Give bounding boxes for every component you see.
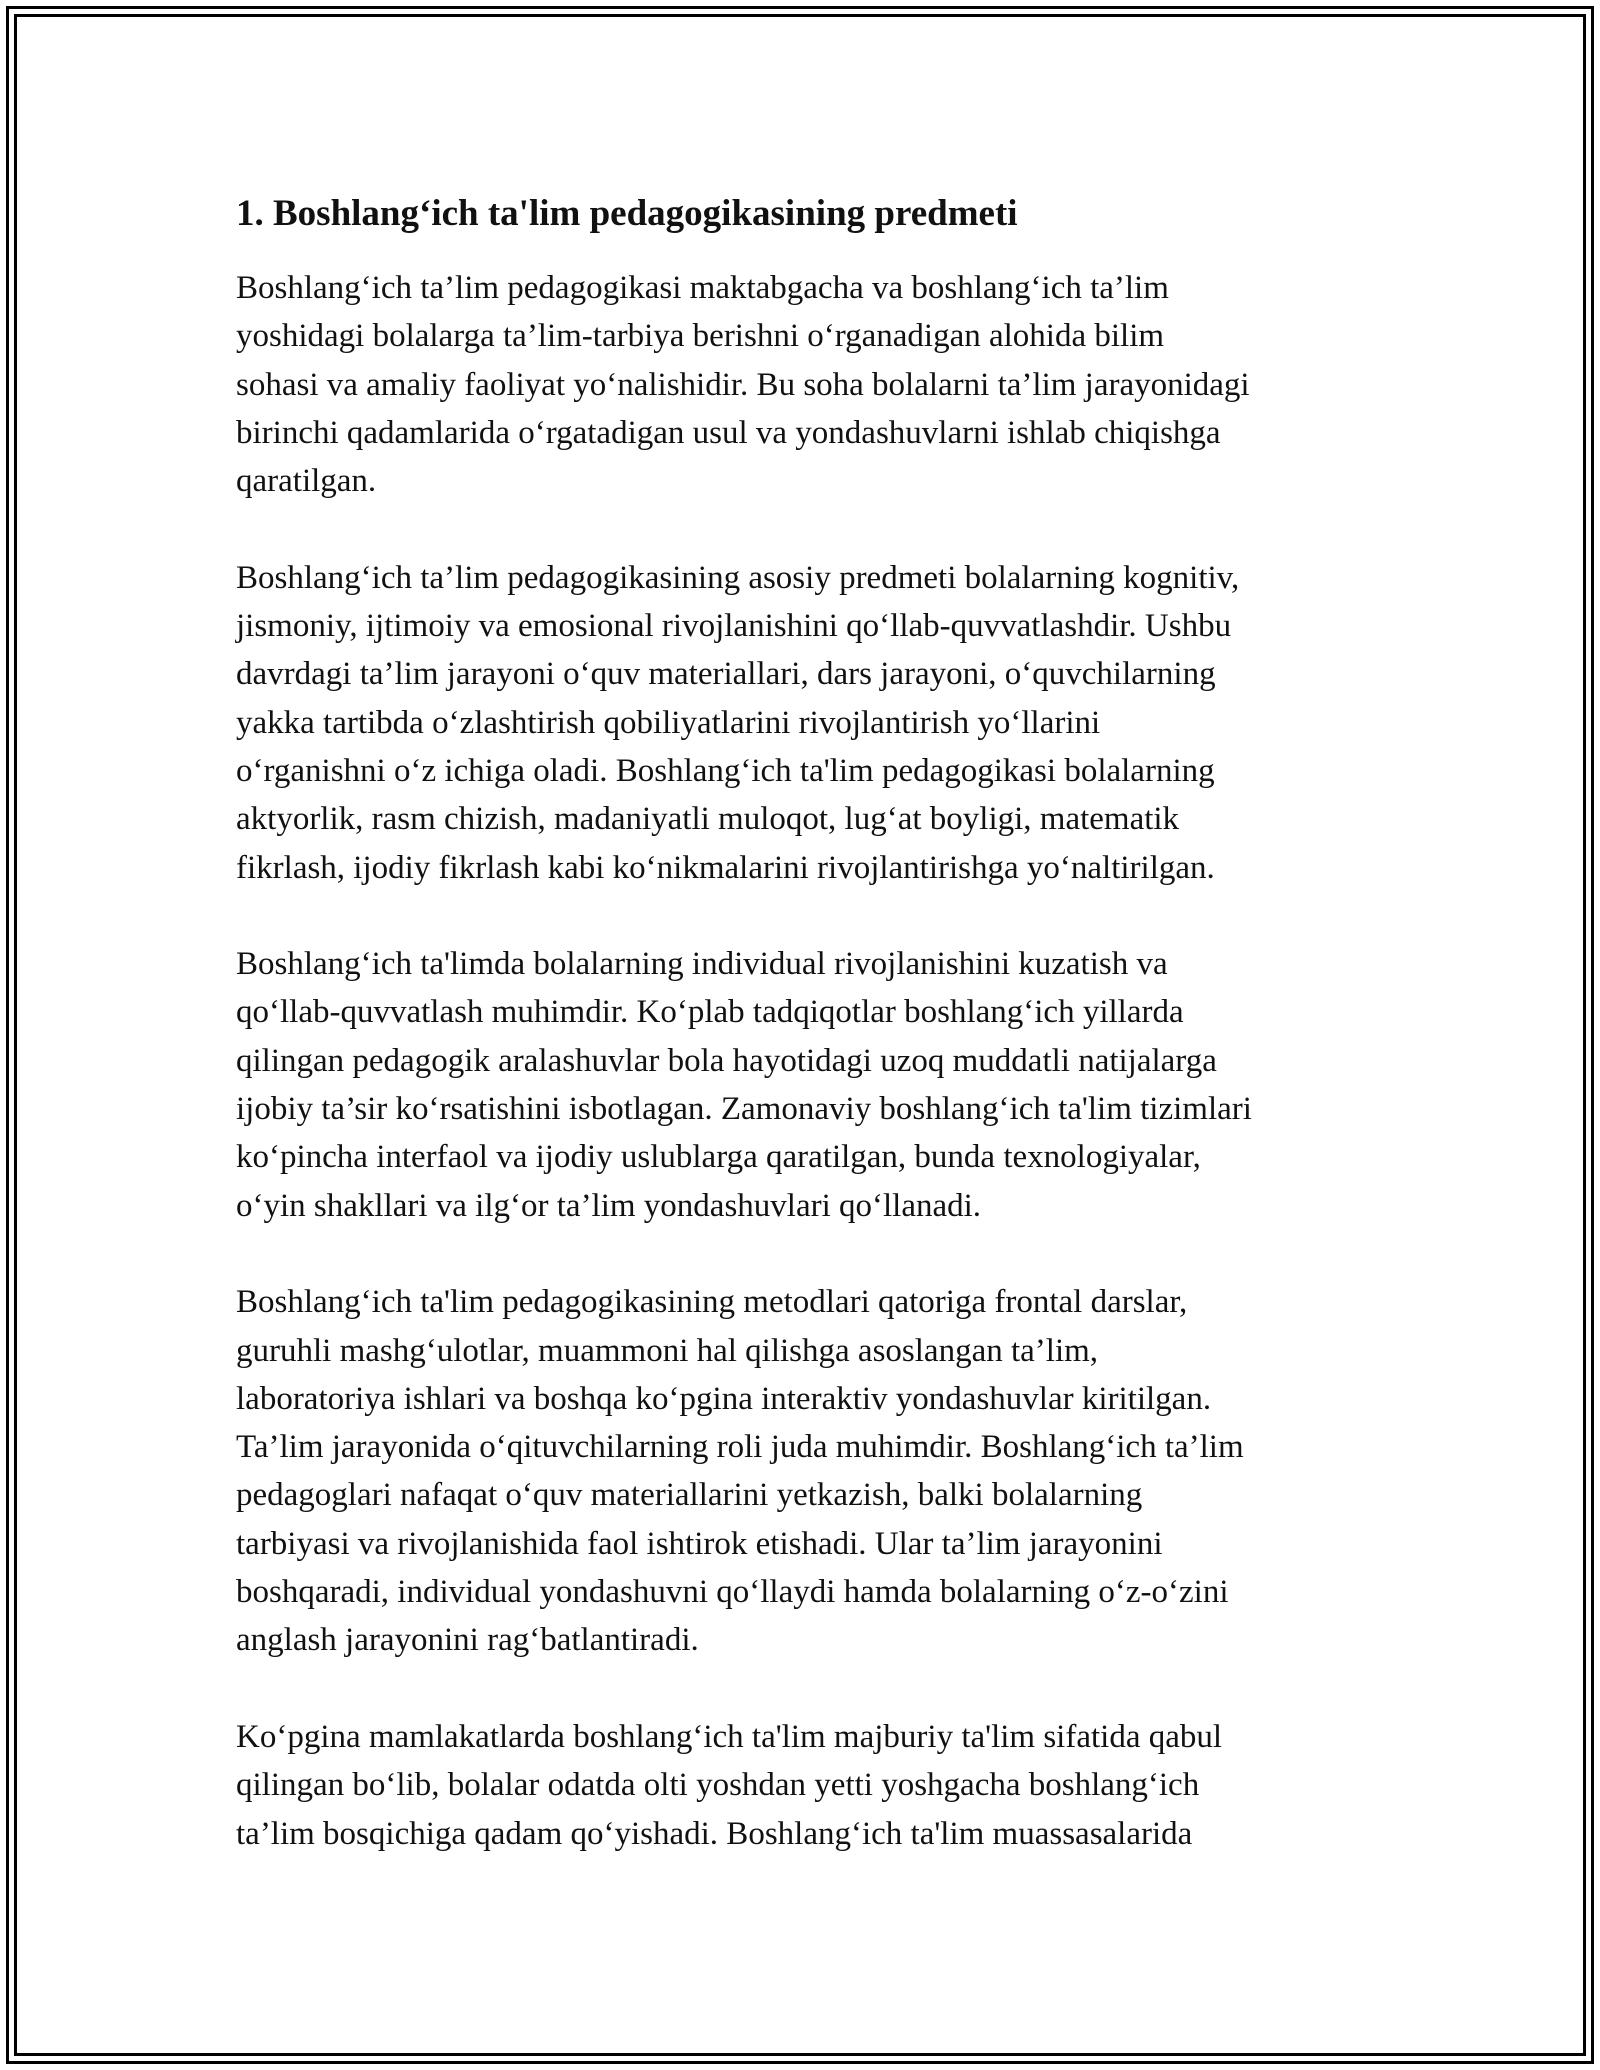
text-line: yoshidagi bolalarga ta’lim-tarbiya berishni o‘rganadigan alohida bilim — [236, 318, 1165, 355]
text-line: qo‘llab-quvvatlash muhimdir. Ko‘plab tadqiqotlar boshlang‘ich yillarda — [236, 994, 1184, 1031]
text-line: ko‘pincha interfaol va ijodiy uslublarga qaratilgan, bunda texnologiyalar, — [236, 1139, 1201, 1176]
text-line: o‘rganishni o‘z ichiga oladi. Boshlang‘ich ta'lim pedagogikasi bolalarning — [236, 752, 1215, 789]
text-line: jismoniy, ijtimoiy va emosional rivojlanishini qo‘llab-quvvatlashdir. Ushbu — [236, 608, 1232, 645]
text-line: Boshlang‘ich ta'lim pedagogikasining metodlari qatoriga frontal darslar, — [236, 1284, 1188, 1321]
text-line: ijobiy ta’sir ko‘rsatishini isbotlagan. Zamonaviy boshlang‘ich ta'lim tizimlari — [236, 1091, 1252, 1128]
text-line: Boshlang‘ich ta’lim pedagogikasining asosiy predmeti bolalarning kognitiv, — [236, 559, 1240, 596]
text-line: Boshlang‘ich ta'limda bolalarning individual rivojlanishini kuzatish va — [236, 946, 1168, 983]
paragraph-2 — [236, 554, 1386, 892]
text-line: qaratilgan. — [236, 463, 377, 500]
text-line: ta’lim bosqichiga qadam qo‘yishadi. Boshlang‘ich ta'lim muassasalarida — [236, 1815, 1193, 1852]
text-line: fikrlash, ijodiy fikrlash kabi ko‘nikmalarini rivojlantirishga yo‘naltirilgan. — [236, 849, 1215, 886]
text-line: aktyorlik, rasm chizish, madaniyatli muloqot, lug‘at boyligi, matematik — [236, 801, 1180, 838]
document-body — [236, 188, 1386, 1906]
text-line: yakka tartibda o‘zlashtirish qobiliyatlarini rivojlantirish yo‘llarini — [236, 704, 1101, 741]
text-line: guruhli mashg‘ulotlar, muammoni hal qilishga asoslangan ta’lim, — [236, 1332, 1099, 1369]
text-line: qilingan pedagogik aralashuvlar bola hayotidagi uzoq muddatli natijalarga — [236, 1042, 1217, 1079]
text-line: Ta’lim jarayonida o‘qituvchilarning roli juda muhimdir. Boshlang‘ich ta’lim — [236, 1429, 1244, 1466]
paragraph-1 — [236, 264, 1386, 505]
text-line: davrdagi ta’lim jarayoni o‘quv materiallari, dars jarayoni, o‘quvchilarning — [236, 656, 1216, 693]
text-line: pedagoglari nafaqat o‘quv materiallarini yetkazish, balki bolalarning — [236, 1477, 1143, 1514]
text-line: o‘yin shakllari va ilg‘or ta’lim yondashuvlari qo‘llanadi. — [236, 1187, 982, 1224]
text-line: tarbiyasi va rivojlanishida faol ishtirok etishadi. Ular ta’lim jarayonini — [236, 1525, 1163, 1562]
text-line: birinchi qadamlarida o‘rgatadigan usul va yondashuvlarni ishlab chiqishga — [236, 414, 1221, 451]
section-heading: 1. Boshlang‘ich ta'lim pedagogikasining predmeti — [236, 193, 1018, 234]
paragraph-4 — [236, 1278, 1386, 1664]
text-line: qilingan bo‘lib, bolalar odatda olti yoshdan yetti yoshgacha boshlang‘ich — [236, 1767, 1200, 1804]
text-line: anglash jarayonini rag‘batlantiradi. — [236, 1622, 699, 1659]
text-line: sohasi va amaliy faoliyat yo‘nalishidir. Bu soha bolalarni ta’lim jarayonidagi — [236, 366, 1250, 403]
paragraph-3 — [236, 940, 1386, 1230]
text-line: Ko‘pgina mamlakatlarda boshlang‘ich ta'lim majburiy ta'lim sifatida qabul — [236, 1718, 1223, 1755]
text-line: Boshlang‘ich ta’lim pedagogikasi maktabgacha va boshlang‘ich ta’lim — [236, 270, 1169, 306]
paragraph-5 — [236, 1713, 1386, 1858]
text-line: laboratoriya ishlari va boshqa ko‘pgina interaktiv yondashuvlar kiritilgan. — [236, 1380, 1212, 1417]
text-line: boshqaradi, individual yondashuvni qo‘llaydi hamda bolalarning o‘z-o‘zini — [236, 1574, 1229, 1611]
